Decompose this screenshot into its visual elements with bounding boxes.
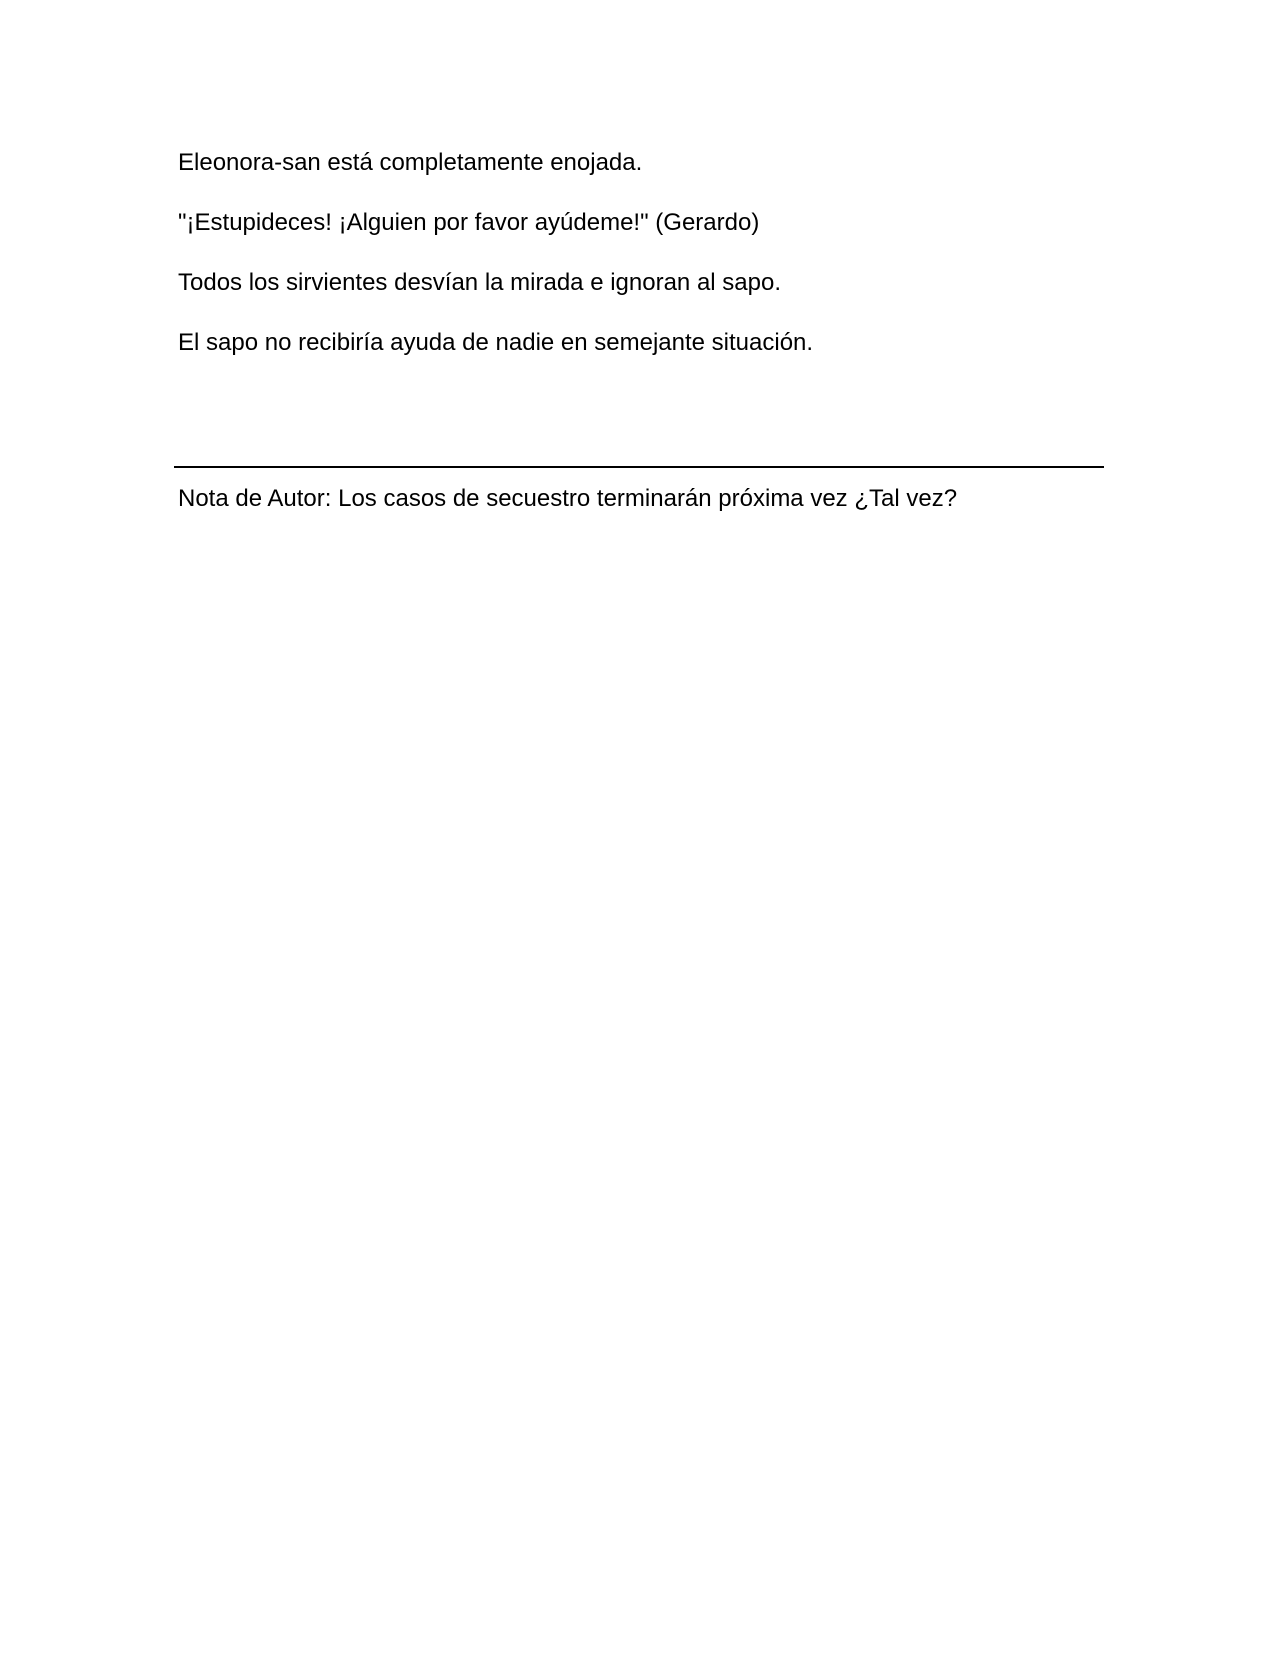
paragraph-2: "¡Estupideces! ¡Alguien por favor ayúdeme!" (Gerardo) bbox=[178, 209, 760, 236]
paragraph-1: Eleonora-san está completamente enojada. bbox=[178, 149, 643, 176]
paragraph-3: Todos los sirvientes desvían la mirada e ignoran al sapo. bbox=[178, 269, 781, 296]
section-divider bbox=[174, 466, 1104, 468]
paragraph-4: El sapo no recibiría ayuda de nadie en semejante situación. bbox=[178, 329, 814, 356]
author-note: Nota de Autor: Los casos de secuestro terminarán próxima vez ¿Tal vez? bbox=[178, 485, 958, 512]
